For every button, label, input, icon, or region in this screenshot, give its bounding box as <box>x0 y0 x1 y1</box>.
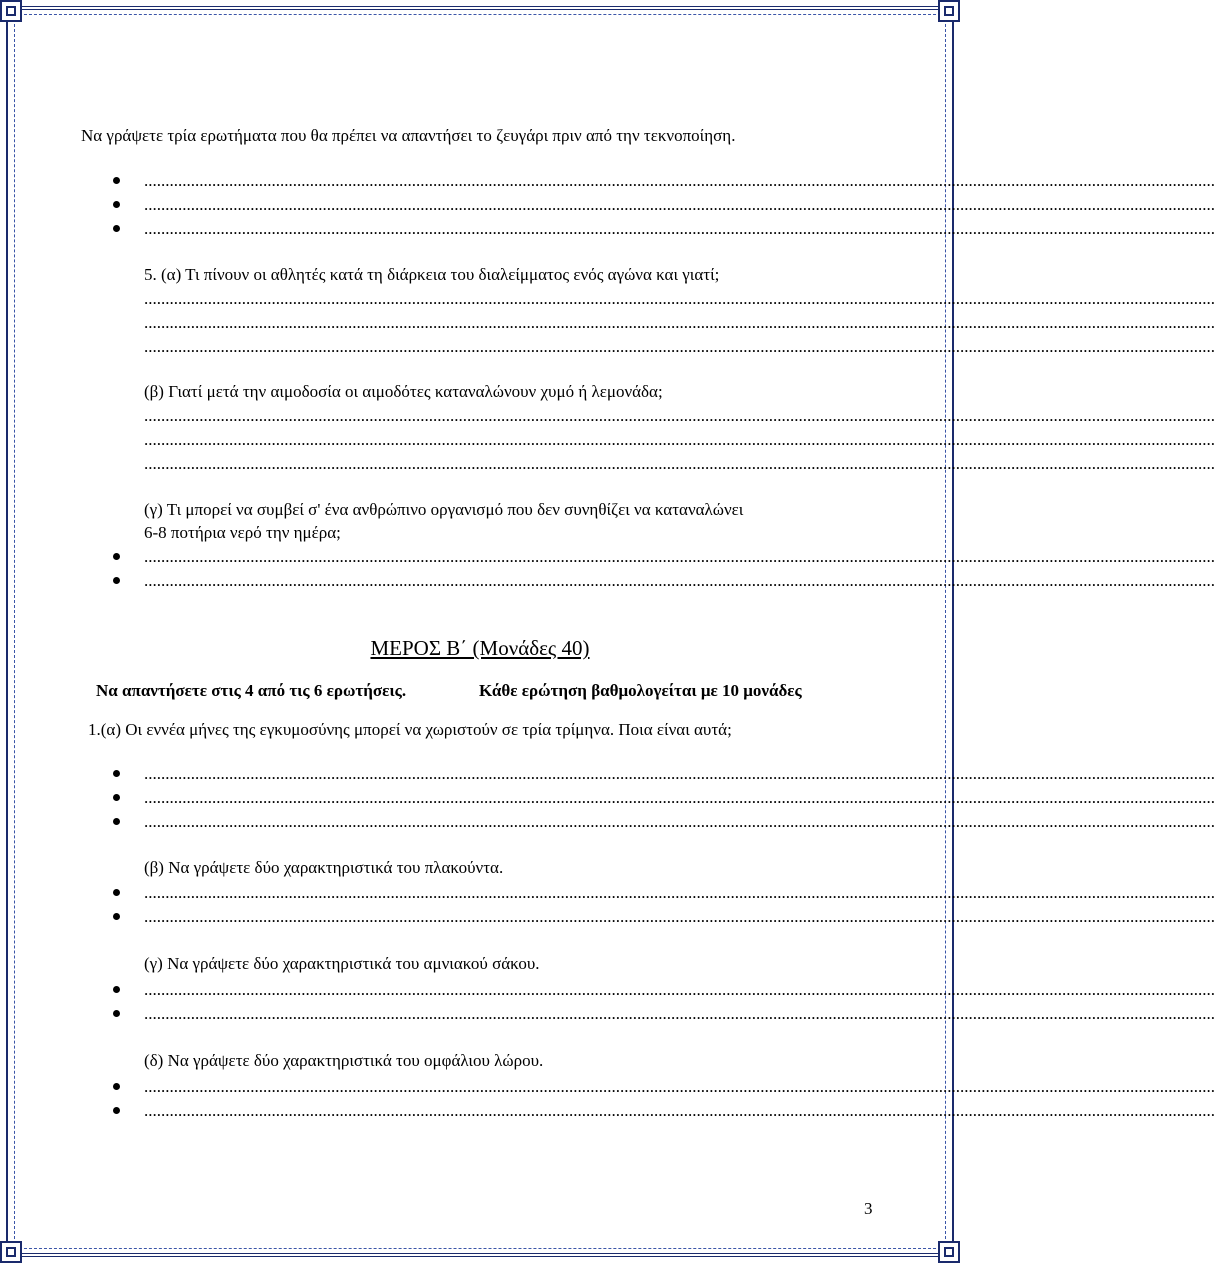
bullet <box>113 794 120 801</box>
corner-ornament-bottom-left <box>0 1241 22 1263</box>
bullet <box>113 1083 120 1090</box>
question-5c-line1: (γ) Τι μπορεί να συμβεί σ' ένα ανθρώπινο οργανισμό που δεν συνηθίζει να καταναλώνει <box>144 500 744 519</box>
intro-question: Να γράψετε τρία ερωτήματα που θα πρέπει να απαντήσει το ζευγάρι πριν από την τεκνοποίηση. <box>81 126 736 145</box>
answer-line[interactable]: ............................................................................................................................................................................................................................................................ <box>144 430 1215 449</box>
answer-line[interactable]: ............................................................................................................................................................................................................................................................ <box>144 454 1215 473</box>
bullet <box>113 553 120 560</box>
answer-line[interactable]: ............................................................................................................................................................................................................................................................ <box>144 764 1215 783</box>
corner-ornament-bottom-right <box>938 1241 960 1263</box>
answer-line[interactable]: ............................................................................................................................................................................................................................................................ <box>144 219 1215 238</box>
bullet <box>113 201 120 208</box>
question-1d: (δ) Να γράψετε δύο χαρακτηριστικά του ομφάλιου λώρου. <box>144 1051 544 1070</box>
question-1a: 1.(α) Οι εννέα μήνες της εγκυμοσύνης μπορεί να χωριστούν σε τρία τρίμηνα. Ποια είναι αυτά; <box>88 720 732 739</box>
answer-line[interactable]: ............................................................................................................................................................................................................................................................ <box>144 1004 1215 1023</box>
answer-line[interactable]: ............................................................................................................................................................................................................................................................ <box>144 980 1215 999</box>
bullet <box>113 1010 120 1017</box>
page-number: 3 <box>864 1199 873 1218</box>
answer-line[interactable]: ............................................................................................................................................................................................................................................................ <box>144 337 1215 356</box>
question-1c: (γ) Να γράψετε δύο χαρακτηριστικά του αμνιακού σάκου. <box>144 954 540 973</box>
corner-ornament-top-right <box>938 0 960 22</box>
part-b-heading <box>0 635 960 661</box>
question-5a: 5. (α) Τι πίνουν οι αθλητές κατά τη διάρκεια του διαλείμματος ενός αγώνα και γιατί; <box>144 265 720 284</box>
answer-line[interactable]: ............................................................................................................................................................................................................................................................ <box>144 907 1215 926</box>
part-b-instruction-1: Να απαντήσετε στις 4 από τις 6 ερωτήσεις. <box>96 681 407 700</box>
question-1b: (β) Να γράψετε δύο χαρακτηριστικά του πλακούντα. <box>144 858 504 877</box>
bullet <box>113 225 120 232</box>
bullet <box>113 986 120 993</box>
question-5c-line2: 6-8 ποτήρια νερό την ημέρα; <box>144 523 341 542</box>
answer-line[interactable]: ............................................................................................................................................................................................................................................................ <box>144 812 1215 831</box>
question-5b: (β) Γιατί μετά την αιμοδοσία οι αιμοδότες καταναλώνουν χυμό ή λεμονάδα; <box>144 382 663 401</box>
answer-line[interactable]: ............................................................................................................................................................................................................................................................ <box>144 1077 1215 1096</box>
answer-line[interactable]: ............................................................................................................................................................................................................................................................ <box>144 788 1215 807</box>
answer-line[interactable]: ............................................................................................................................................................................................................................................................ <box>144 313 1215 332</box>
answer-line[interactable]: ............................................................................................................................................................................................................................................................ <box>144 571 1215 590</box>
part-b-instruction-2: Κάθε ερώτηση βαθμολογείται με 10 μονάδες <box>479 681 802 700</box>
bullet <box>113 818 120 825</box>
answer-line[interactable]: ............................................................................................................................................................................................................................................................ <box>144 1101 1215 1120</box>
bullet <box>113 577 120 584</box>
bullet <box>113 889 120 896</box>
bullet <box>113 913 120 920</box>
answer-line[interactable]: ............................................................................................................................................................................................................................................................ <box>144 171 1215 190</box>
answer-line[interactable]: ............................................................................................................................................................................................................................................................ <box>144 547 1215 566</box>
answer-line[interactable]: ............................................................................................................................................................................................................................................................ <box>144 406 1215 425</box>
answer-line[interactable]: ............................................................................................................................................................................................................................................................ <box>144 195 1215 214</box>
answer-line[interactable]: ............................................................................................................................................................................................................................................................ <box>144 289 1215 308</box>
bullet <box>113 177 120 184</box>
bullet <box>113 1107 120 1114</box>
corner-ornament-top-left <box>0 0 22 22</box>
answer-line[interactable]: ............................................................................................................................................................................................................................................................ <box>144 883 1215 902</box>
part-b-title: ΜΕΡΟΣ Β΄ (Μονάδες 40) <box>370 636 590 660</box>
bullet <box>113 770 120 777</box>
